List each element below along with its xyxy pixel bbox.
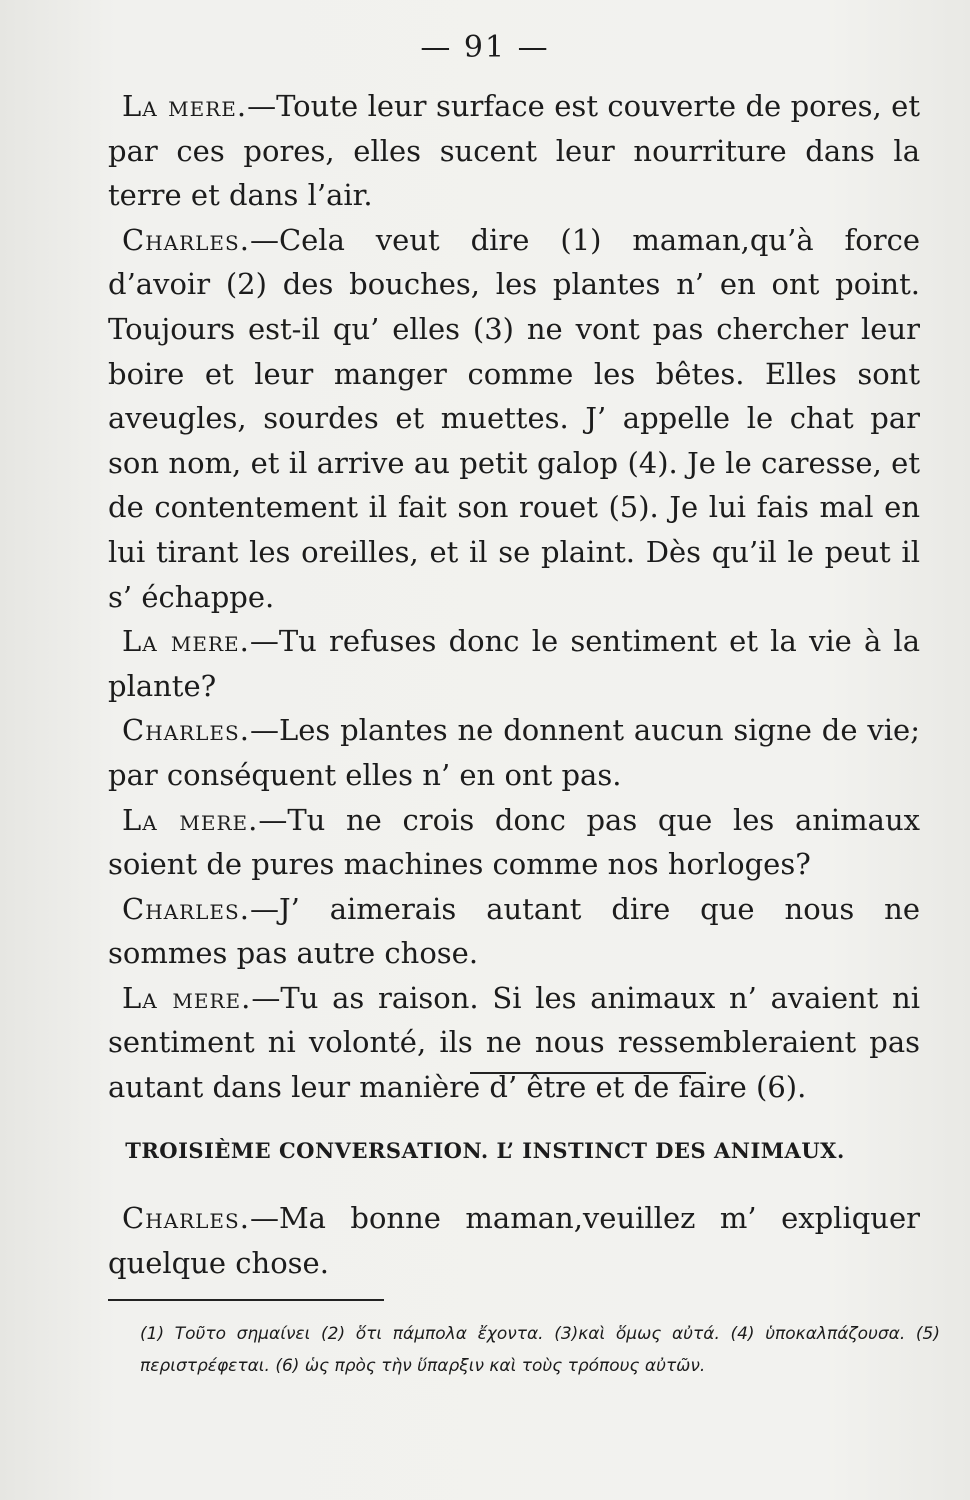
dialogue-paragraph — [108, 1196, 920, 1285]
page-number: — 91 — — [420, 30, 550, 65]
speaker-name: La mere. — [122, 802, 259, 837]
footnote-text: (1) Τοῦτο σημαίνει (2) ὅτι πάμπολα ἔχοντα. (3)καὶ ὅμως αὐτά. (4) ὑποκαλπάζουσα. (5) περιστρέφεται. (6) ὡς πρὸς τὴν ὕπαρξιν καὶ τοὺς τρόπους αὐτῶν. — [140, 1324, 940, 1376]
speaker-name: La mere. — [122, 89, 248, 123]
dialogue-line: —Cela veut dire (1) maman,qu’à force d’avoir (2) des bouches, les plantes n’ en ont point. Toujours est-il qu’ elles (3) ne vont pas chercher leur boire et leur manger comme les bêtes. Elles sont aveugles, sourdes et muettes. J’ appelle le chat par son nom, et il arrive au petit galop (4). Je le caresse, et de contentement il fait son rouet (5). Je lui fais mal en lui tirant les oreilles, et il se plaint. Dès qu’il le peut il s’ échappe. — [108, 222, 920, 614]
section-divider — [470, 1072, 706, 1074]
speaker-name: La mere. — [122, 624, 250, 659]
speaker-name: Charles. — [122, 1201, 250, 1235]
dialogue-line: —Tu ne crois donc pas que les animaux soient de pures machines comme nos horloges? — [108, 802, 921, 882]
dialogue-line: —Tu refuses donc le sentiment et la vie à la plante? — [108, 624, 920, 703]
footnotes — [140, 1318, 940, 1382]
speaker-name: La mere. — [122, 980, 252, 1015]
footnote-divider — [108, 1299, 384, 1301]
dialogue-line: —Toute leur surface est couverte de pores, et par ces pores, elles sucent leur nourriture dans la terre et dans l’air. — [108, 89, 921, 213]
dialogue-line: —J’ aimerais autant dire que nous ne sommes pas autre chose. — [108, 891, 920, 971]
dialogue-paragraph — [108, 798, 920, 887]
dialogue-line: —Les plantes ne donnent aucun signe de vie; par conséquent elles n’ en ont pas. — [108, 713, 920, 792]
dialogue-paragraph — [108, 619, 920, 708]
dialogue-line: —Tu as raison. Si les animaux n’ avaient ni sentiment ni volonté, ils ne nous ressembleraient pas autant dans leur manière d’ être et de faire (6). — [108, 980, 920, 1105]
conversation-body — [108, 1196, 920, 1285]
dialogue-line: —Ma bonne maman,veuillez m’ expliquer quelque chose. — [108, 1201, 920, 1280]
speaker-name: Charles. — [122, 713, 250, 748]
dialogue-paragraph — [108, 218, 920, 619]
speaker-name: Charles. — [122, 891, 250, 926]
speaker-name: Charles. — [122, 222, 250, 257]
dialogue-paragraph — [108, 84, 920, 218]
section-title: TROISIÈME CONVERSATION. L’ INSTINCT DES ANIMAUX. — [125, 1138, 845, 1163]
dialogue-paragraph — [108, 887, 920, 976]
dialogue-paragraph — [108, 708, 920, 797]
dialogue-body — [108, 84, 920, 1110]
dialogue-paragraph — [108, 976, 920, 1110]
